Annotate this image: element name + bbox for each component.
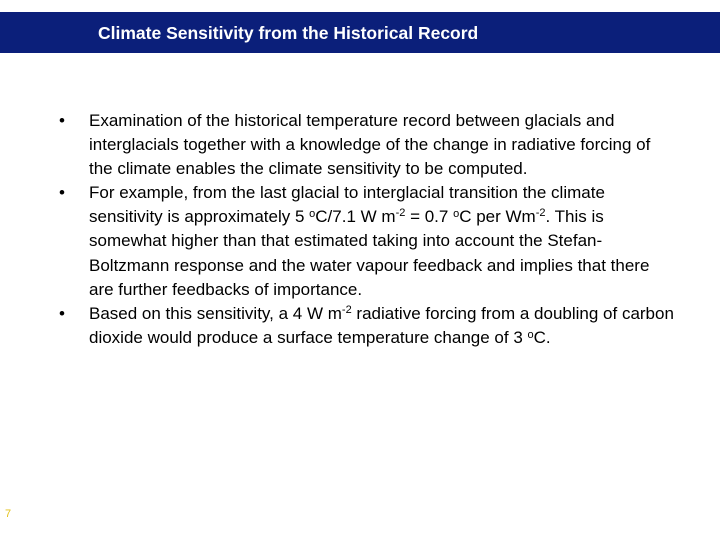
- bullet-text: . This is somewhat higher than that estimated taking into account the Stefan-Boltzmann response and the water vapour feedback and implies that there are further feedbacks of importance.: [89, 207, 650, 299]
- bullet-text: C.: [533, 327, 551, 347]
- degree-symbol: o: [309, 208, 316, 221]
- bullet-marker: •: [59, 183, 65, 203]
- bullet-text: Examination of the historical temperature record between glacials and interglacials together with a knowledge of the change in radiative forcing of the climate enables the climate sensitivity to be computed.: [89, 111, 651, 179]
- bullet-text: radiative forcing from a doubling of carbon dioxide would produce a surface temperature change of 3: [89, 303, 674, 347]
- bullet-item: [56, 109, 676, 181]
- degree-symbol: o: [527, 328, 534, 341]
- bullet-text: C/7.1 W m: [315, 207, 396, 227]
- bullet-text: = 0.7: [405, 207, 454, 227]
- slide-title: Climate Sensitivity from the Historical Record: [98, 23, 479, 43]
- degree-symbol: o: [453, 208, 460, 221]
- superscript-exponent: -2: [341, 303, 352, 316]
- bullet-marker: •: [59, 111, 65, 130]
- bullet-text: Based on this sensitivity, a 4 W m: [89, 303, 342, 323]
- bullet-item: [56, 302, 676, 350]
- bullet-text: For example, from the last glacial to interglacial transition the climate sensitivity is approximately 5: [89, 183, 605, 227]
- superscript-exponent: -2: [535, 207, 546, 220]
- bullet-list: [56, 109, 676, 350]
- bullet-text: C per Wm: [459, 207, 536, 227]
- bullet-item: [56, 181, 676, 301]
- bullet-marker: •: [59, 303, 65, 323]
- superscript-exponent: -2: [395, 207, 406, 220]
- page-number: 7: [5, 508, 12, 520]
